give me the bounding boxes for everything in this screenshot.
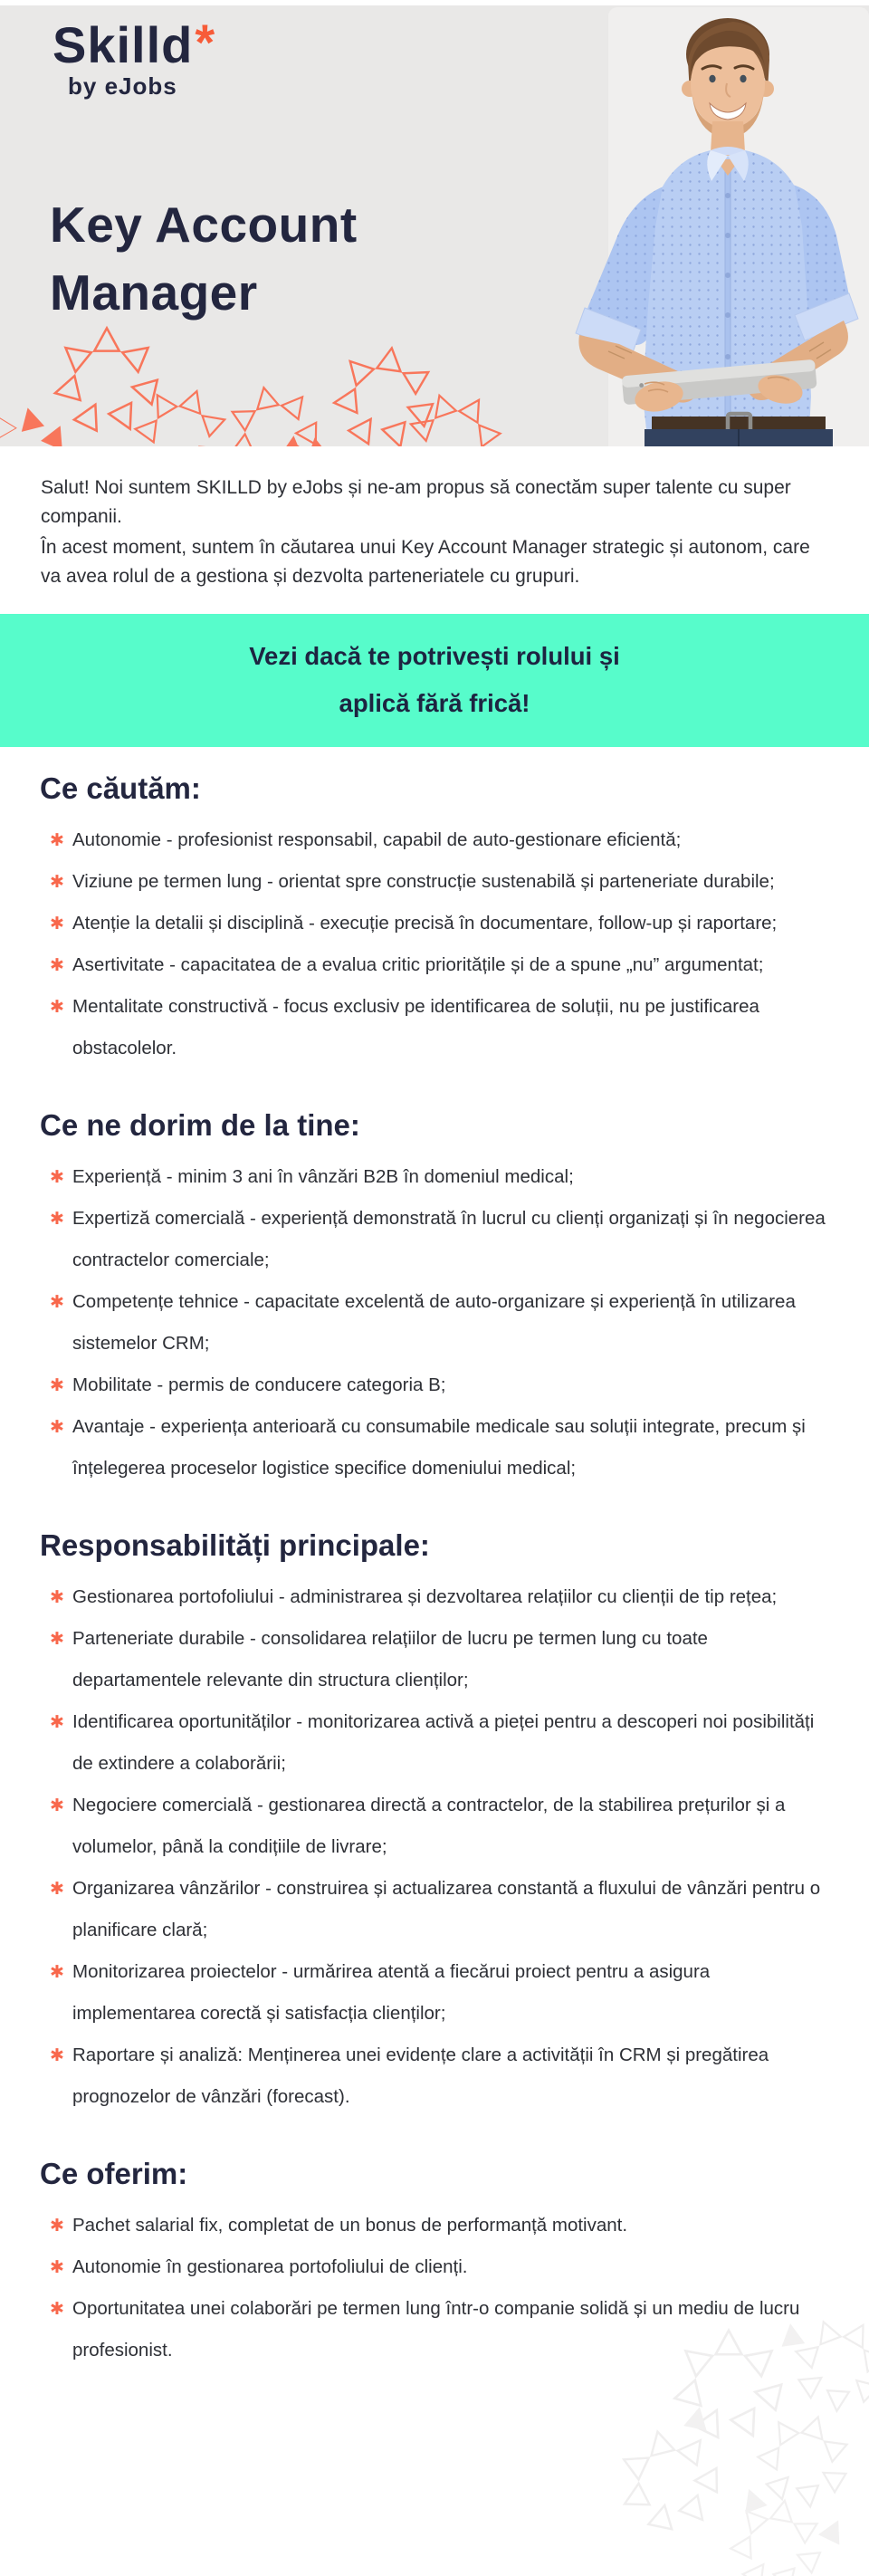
asterisk-icon: ✱	[50, 1796, 64, 1815]
asterisk-icon: ✱	[50, 873, 64, 892]
list-item	[40, 1406, 831, 1489]
asterisk-icon: ✱	[50, 1418, 64, 1437]
skilld-logo	[53, 14, 216, 101]
section-heading: Responsabilități principale:	[40, 1528, 430, 1562]
list-item	[40, 1618, 831, 1701]
list-item-text: Expertiză comercială - experiență demonstrată în lucrul cu clienți organizați și în negocierea contractelor comerciale;	[72, 1208, 826, 1270]
cta-banner-line-1: Vezi dacă te potrivești rolului și	[249, 642, 620, 670]
bullet-list	[40, 819, 831, 1069]
list-item	[40, 2246, 831, 2288]
list-item	[40, 1576, 831, 1618]
asterisk-icon: ✱	[50, 915, 64, 934]
cta-banner-line-2: aplică fără frică!	[339, 689, 530, 717]
list-item	[40, 2205, 831, 2246]
list-item-text: Negociere comercială - gestionarea directă a contractelor, de la stabilirea prețurilor și a volumelor, până la condițiile de livrare;	[72, 1795, 786, 1857]
list-item	[40, 2288, 831, 2371]
list-item	[40, 1701, 831, 1785]
list-item	[40, 1281, 831, 1365]
logo-asterisk-icon: *	[195, 14, 216, 71]
list-item-text: Avantaje - experiența anterioară cu consumabile medicale sau soluții integrate, precum și înțelegerea proceselor logistice specifice domeniului medical;	[72, 1416, 806, 1479]
list-item-text: Experiență - minim 3 ani în vânzări B2B în domeniul medical;	[72, 1166, 574, 1187]
section-ce-ne-dorim	[0, 1107, 869, 1489]
list-item-text: Mentalitate constructivă - focus exclusiv pe identificarea de soluții, nu pe justificarea obstacolelor.	[72, 996, 759, 1058]
asterisk-icon: ✱	[50, 956, 64, 975]
list-item-text: Parteneriate durabile - consolidarea relațiilor de lucru pe termen lung cu toate departamentele relevante din structura clienților;	[72, 1628, 708, 1690]
intro-paragraph-1: Salut! Noi suntem SKILLD by eJobs și ne-am propus să conectăm super talente cu super companii.	[41, 477, 791, 527]
list-item	[40, 1156, 831, 1198]
section-heading: Ce ne dorim de la tine:	[40, 1108, 360, 1142]
list-item-text: Identificarea oportunităților - monitorizarea activă a pieței pentru a descoperi noi posibilități de extindere a colaborării;	[72, 1711, 815, 1774]
list-item-text: Organizarea vânzărilor - construirea și actualizarea constantă a fluxului de vânzări pentru o planificare clară;	[72, 1878, 821, 1940]
page-title: Key Account Manager	[50, 196, 358, 321]
list-item	[40, 1198, 831, 1281]
list-item-text: Asertivitate - capacitatea de a evalua critic prioritățile și de a spune „nu” argumentat;	[72, 954, 764, 975]
list-item	[40, 1365, 831, 1406]
list-item-text: Autonomie - profesionist responsabil, capabil de auto-gestionare eficientă;	[72, 829, 682, 850]
asterisk-icon: ✱	[50, 2300, 64, 2319]
list-item-text: Gestionarea portofoliului - administrarea și dezvoltarea relațiilor cu clienții de tip rețea;	[72, 1586, 778, 1607]
list-item	[40, 819, 831, 861]
asterisk-icon: ✱	[50, 1376, 64, 1395]
list-item-text: Raportare și analiză: Menținerea unei evidențe clare a activității în CRM și pregătirea prognozelor de vânzări (forecast).	[72, 2045, 769, 2107]
list-item	[40, 903, 831, 944]
list-item	[40, 986, 831, 1069]
list-item-text: Monitorizarea proiectelor - urmărirea atentă a fiecărui proiect pentru a asigura implementarea corectă și satisfacția clienților;	[72, 1961, 711, 2024]
list-item-text: Pachet salarial fix, completat de un bonus de performanță motivant.	[72, 2215, 628, 2236]
logo-text: Skilld	[53, 16, 194, 73]
photo-background	[608, 7, 869, 446]
logo-byline: by eJobs	[68, 72, 177, 100]
hero-header	[0, 5, 869, 446]
asterisk-icon: ✱	[50, 2046, 64, 2065]
job-description	[0, 446, 869, 2371]
logo-wordmark	[53, 14, 216, 73]
list-item	[40, 1868, 831, 1951]
asterisk-icon: ✱	[50, 998, 64, 1017]
section-heading: Ce oferim:	[40, 2157, 188, 2190]
asterisk-icon: ✱	[50, 1963, 64, 1982]
list-item	[40, 2035, 831, 2118]
asterisk-icon: ✱	[50, 1880, 64, 1899]
list-item	[40, 1951, 831, 2035]
asterisk-icon: ✱	[50, 1168, 64, 1187]
list-item-text: Autonomie în gestionarea portofoliului de clienți.	[72, 2256, 468, 2277]
intro-section	[0, 446, 869, 590]
section-ce-oferim	[0, 2156, 869, 2371]
asterisk-icon: ✱	[50, 1210, 64, 1229]
list-item	[40, 1785, 831, 1868]
list-item	[40, 861, 831, 903]
list-item-text: Mobilitate - permis de conducere categoria B;	[72, 1374, 446, 1395]
asterisk-icon: ✱	[50, 2258, 64, 2277]
section-heading: Ce căutăm:	[40, 771, 201, 805]
list-item-text: Viziune pe termen lung - orientat spre construcție sustenabilă și parteneriate durabile;	[72, 871, 775, 892]
intro-paragraph-2: În acest moment, suntem în căutarea unui Key Account Manager strategic și autonom, care va avea rolul de a gestiona și dezvolta parteneriatele cu grupuri.	[41, 537, 810, 587]
asterisk-icon: ✱	[50, 1293, 64, 1312]
list-item-text: Atenție la detalii și disciplină - execuție precisă în documentare, follow-up și raportare;	[72, 913, 778, 934]
bullet-list	[40, 1576, 831, 2118]
bullet-list	[40, 2205, 831, 2371]
list-item-text: Oportunitatea unei colaborări pe termen lung într-o companie solidă și un mediu de lucru profesionist.	[72, 2298, 800, 2361]
asterisk-icon: ✱	[50, 2217, 64, 2236]
asterisk-icon: ✱	[50, 1588, 64, 1607]
section-ce-cautam	[0, 771, 869, 1069]
cta-banner[interactable]	[0, 614, 869, 747]
list-item-text: Competențe tehnice - capacitate excelentă de auto-organizare și experiență în utilizarea sistemelor CRM;	[72, 1291, 796, 1354]
section-responsabilitati	[0, 1527, 869, 2118]
triangle-decoration	[0, 315, 543, 446]
asterisk-icon: ✱	[50, 1630, 64, 1649]
asterisk-icon: ✱	[50, 831, 64, 850]
asterisk-icon: ✱	[50, 1713, 64, 1732]
bullet-list	[40, 1156, 831, 1489]
list-item	[40, 944, 831, 986]
